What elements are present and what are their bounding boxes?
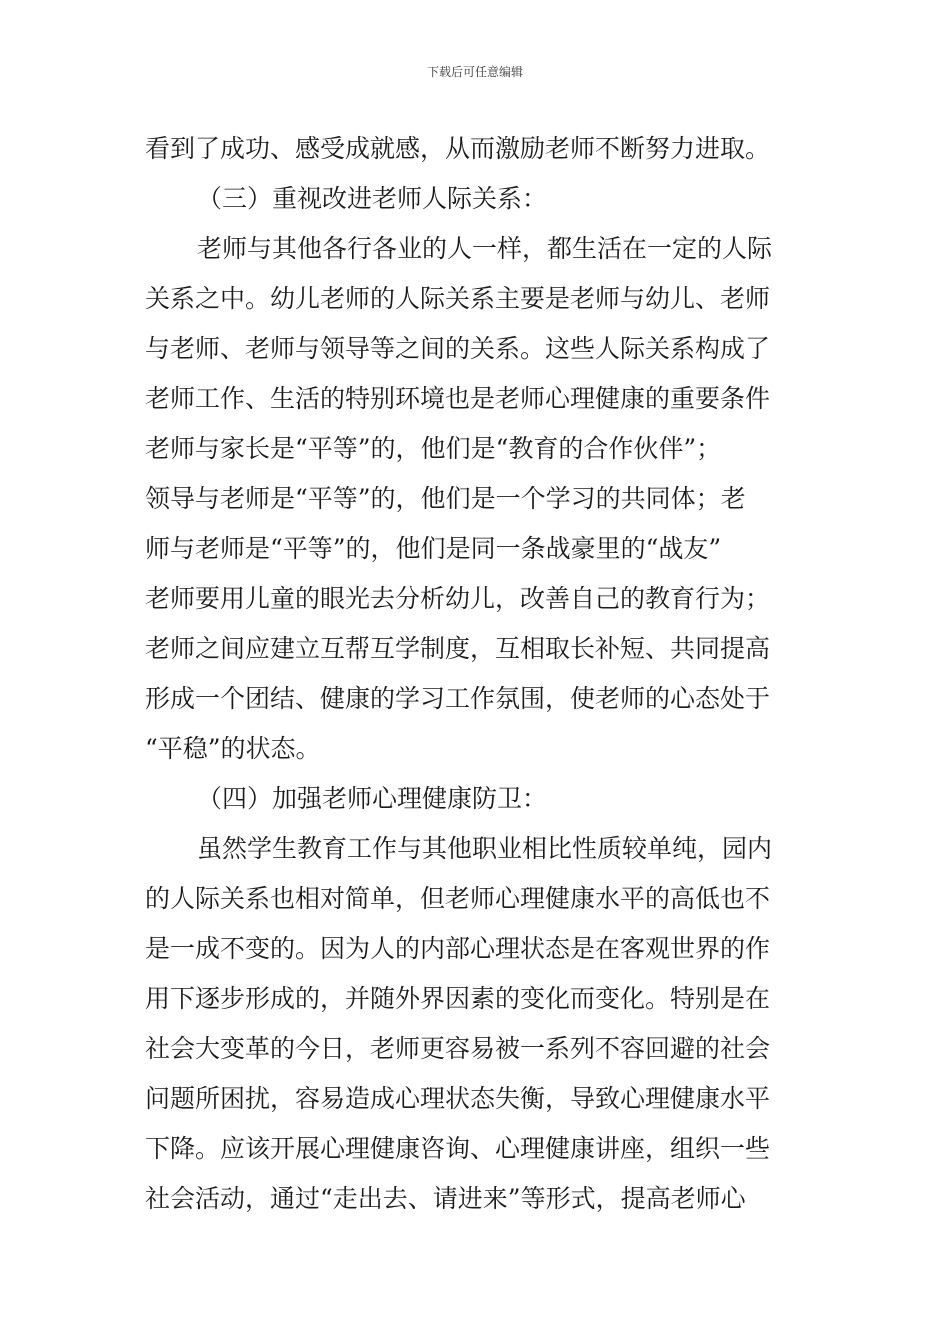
paragraph-line: 师与老师是“平等”的，他们是同一条战豪里的“战友” (145, 534, 722, 563)
paragraph-line: 用下逐步形成的，并随外界因素的变化而变化。特别是在 (145, 984, 771, 1013)
paragraph-line: “平稳”的状态。 (145, 734, 321, 763)
paragraph-line: 关系之中。幼儿老师的人际关系主要是老师与幼儿、老师 (145, 284, 771, 313)
paragraph-line: 是一成不变的。因为人的内部心理状态是在客观世界的作 (145, 934, 771, 963)
paragraph-line: 老师之间应建立互帮互学制度，互相取长补短、共同提高 (145, 634, 771, 663)
paragraph-line: 老师与家长是“平等”的，他们是“教育的合作伙伴”； (145, 434, 722, 463)
paragraph-line: 下降。应该开展心理健康咨询、心理健康讲座，组织一些 (145, 1134, 771, 1163)
paragraph-line: 虽然学生教育工作与其他职业相比性质较单纯，园内 (197, 834, 773, 863)
paragraph-line: 看到了成功、感受成就感，从而激励老师不断努力进取。 (145, 134, 771, 163)
paragraph-line: 问题所困扰，容易造成心理状态失衡，导致心理健康水平 (145, 1084, 771, 1113)
paragraph-line: 的人际关系也相对简单，但老师心理健康水平的高低也不 (145, 884, 771, 913)
document-body (145, 124, 807, 1224)
paragraph-line: 社会活动，通过“走出去、请进来”等形式，提高老师心 (145, 1184, 746, 1213)
paragraph-line: 老师工作、生活的特别环境也是老师心理健康的重要条件 (145, 384, 771, 413)
paragraph-line: 老师要用儿童的眼光去分析幼儿，改善自己的教育行为； (145, 584, 771, 613)
page-header: 下载后可任意编辑 (426, 65, 523, 79)
paragraph-line: 老师与其他各行各业的人一样，都生活在一定的人际 (197, 234, 773, 263)
paragraph-line: 形成一个团结、健康的学习工作氛围，使老师的心态处于 (145, 684, 771, 713)
paragraph-line: 与老师、老师与领导等之间的关系。这些人际关系构成了 (145, 334, 771, 363)
paragraph-line: 领导与老师是“平等”的，他们是一个学习的共同体；老 (145, 484, 746, 513)
section-heading: （四）加强老师心理健康防卫： (197, 784, 548, 813)
paragraph-line: 社会大变革的今日，老师更容易被一系列不容回避的社会 (145, 1034, 771, 1063)
section-heading: （三）重视改进老师人际关系： (197, 184, 548, 213)
